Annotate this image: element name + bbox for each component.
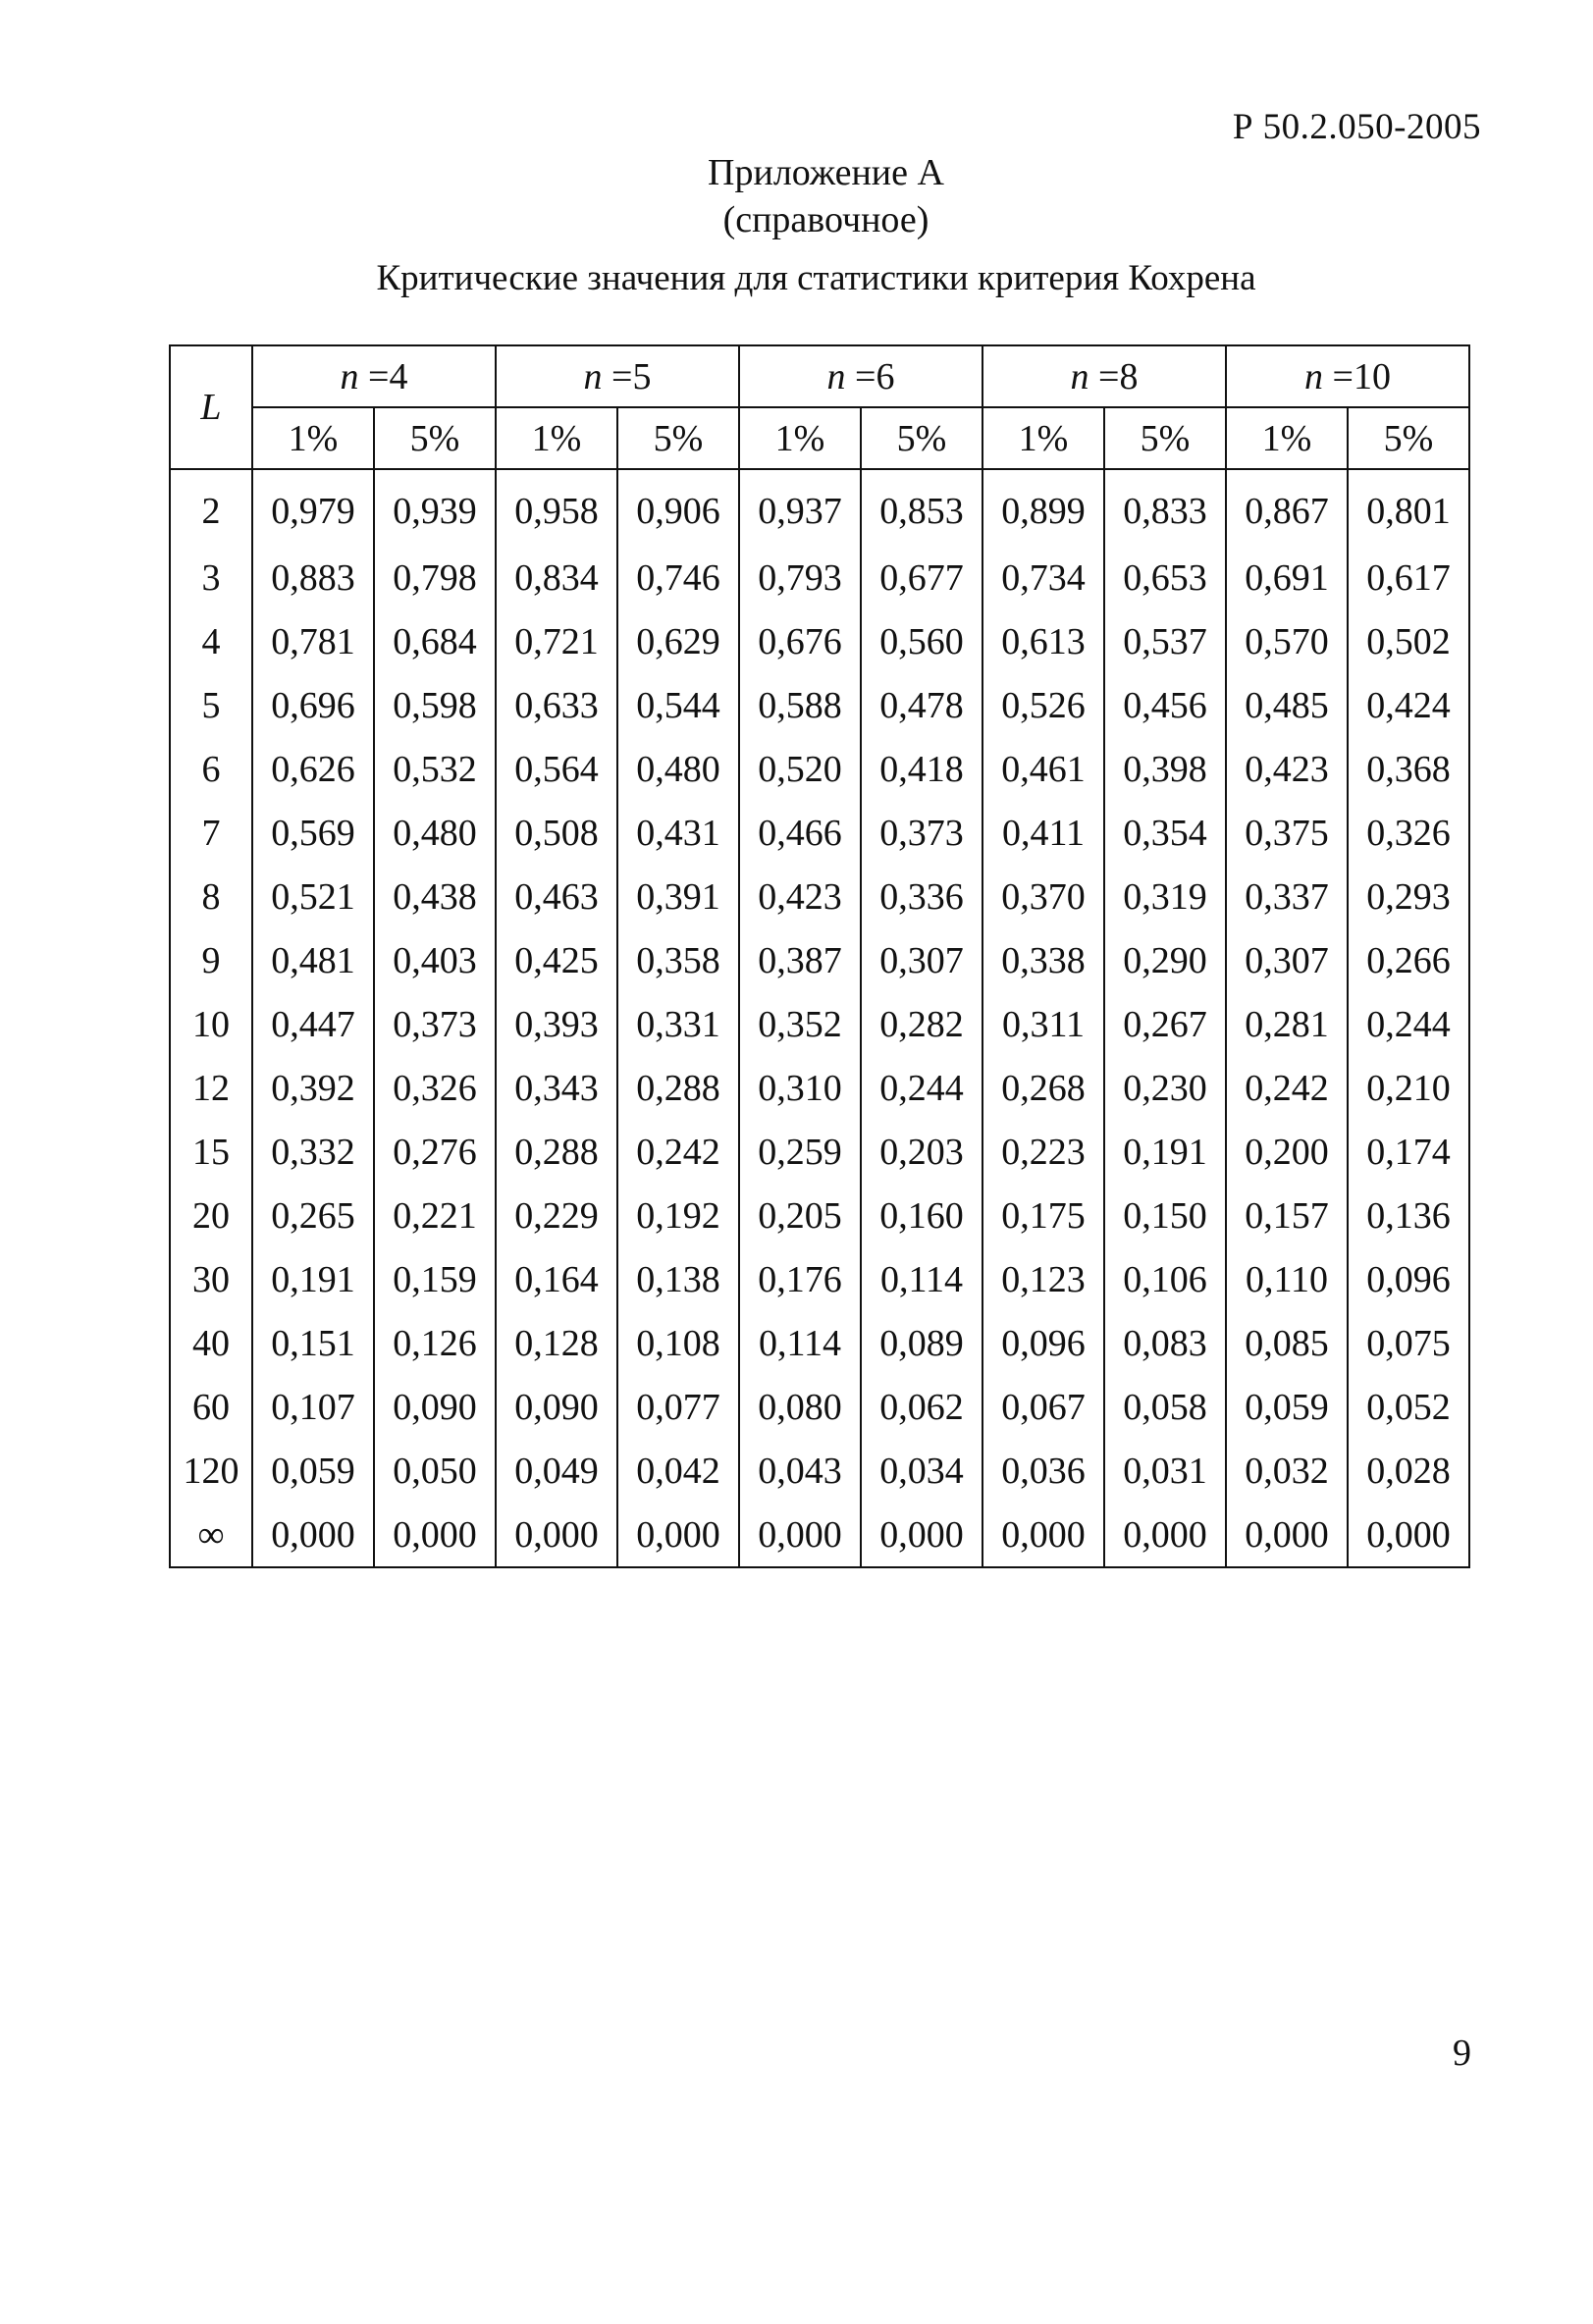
table-cell: 0,174: [1348, 1120, 1469, 1184]
table-cell: 0,192: [617, 1184, 739, 1247]
table-cell: 0,392: [252, 1056, 374, 1120]
table-cell: 0,387: [739, 928, 861, 992]
table-cell: 0,159: [374, 1247, 496, 1311]
table-cell: 0,370: [982, 865, 1104, 928]
row-label-l: ∞: [170, 1503, 252, 1567]
row-label-l: 20: [170, 1184, 252, 1247]
significance-header: 1%: [982, 407, 1104, 469]
table-cell: 0,164: [496, 1247, 617, 1311]
table-cell: 0,259: [739, 1120, 861, 1184]
table-cell: 0,310: [739, 1056, 861, 1120]
table-cell: 0,331: [617, 992, 739, 1056]
table-cell: 0,123: [982, 1247, 1104, 1311]
table-cell: 0,352: [739, 992, 861, 1056]
table-cell: 0,108: [617, 1311, 739, 1375]
row-label-l: 4: [170, 609, 252, 673]
table-cell: 0,793: [739, 546, 861, 609]
table-row: [170, 1375, 1469, 1439]
group-header: n =6: [739, 345, 982, 407]
table-cell: 0,049: [496, 1439, 617, 1503]
table-cell: 0,343: [496, 1056, 617, 1120]
table-cell: 0,032: [1226, 1439, 1348, 1503]
table-cell: 0,085: [1226, 1311, 1348, 1375]
table-cell: 0,398: [1104, 737, 1226, 801]
significance-header: 1%: [252, 407, 374, 469]
table-cell: 0,090: [496, 1375, 617, 1439]
table-cell: 0,939: [374, 469, 496, 546]
table-cell: 0,110: [1226, 1247, 1348, 1311]
table-cell: 0,028: [1348, 1439, 1469, 1503]
table-cell: 0,375: [1226, 801, 1348, 865]
table-cell: 0,000: [617, 1503, 739, 1567]
significance-header: 1%: [496, 407, 617, 469]
table-cell: 0,000: [1104, 1503, 1226, 1567]
table-cell: 0,480: [374, 801, 496, 865]
row-label-l: 15: [170, 1120, 252, 1184]
table-cell: 0,734: [982, 546, 1104, 609]
table-cell: 0,126: [374, 1311, 496, 1375]
table-cell: 0,336: [861, 865, 982, 928]
table-cell: 0,265: [252, 1184, 374, 1247]
table-cell: 0,000: [1348, 1503, 1469, 1567]
table-cell: 0,326: [374, 1056, 496, 1120]
table-cell: 0,463: [496, 865, 617, 928]
table-cell: 0,403: [374, 928, 496, 992]
table-cell: 0,191: [1104, 1120, 1226, 1184]
row-label-l: 40: [170, 1311, 252, 1375]
table-cell: 0,000: [1226, 1503, 1348, 1567]
table-cell: 0,083: [1104, 1311, 1226, 1375]
table-cell: 0,176: [739, 1247, 861, 1311]
table-cell: 0,833: [1104, 469, 1226, 546]
significance-header: 5%: [617, 407, 739, 469]
table-cell: 0,798: [374, 546, 496, 609]
table-row: [170, 992, 1469, 1056]
table-cell: 0,629: [617, 609, 739, 673]
table-cell: 0,200: [1226, 1120, 1348, 1184]
table-row: [170, 1503, 1469, 1567]
table-cell: 0,288: [496, 1120, 617, 1184]
table-cell: 0,229: [496, 1184, 617, 1247]
table-cell: 0,676: [739, 609, 861, 673]
table-cell: 0,293: [1348, 865, 1469, 928]
table-cell: 0,461: [982, 737, 1104, 801]
table-cell: 0,564: [496, 737, 617, 801]
table-cell: 0,031: [1104, 1439, 1226, 1503]
table-cell: 0,899: [982, 469, 1104, 546]
row-label-l: 7: [170, 801, 252, 865]
table-cell: 0,128: [496, 1311, 617, 1375]
table-cell: 0,307: [861, 928, 982, 992]
table-row: [170, 737, 1469, 801]
table-row: [170, 1056, 1469, 1120]
table-cell: 0,781: [252, 609, 374, 673]
table-cell: 0,052: [1348, 1375, 1469, 1439]
table-cell: 0,107: [252, 1375, 374, 1439]
table-cell: 0,653: [1104, 546, 1226, 609]
significance-header: 5%: [1348, 407, 1469, 469]
table-cell: 0,311: [982, 992, 1104, 1056]
table-cell: 0,834: [496, 546, 617, 609]
table-cell: 0,276: [374, 1120, 496, 1184]
table-row: [170, 469, 1469, 546]
row-label-l: 2: [170, 469, 252, 546]
table-cell: 0,633: [496, 673, 617, 737]
group-header: n =8: [982, 345, 1226, 407]
table-cell: 0,090: [374, 1375, 496, 1439]
annex-title: [0, 149, 1593, 243]
table-cell: 0,883: [252, 546, 374, 609]
table-row: [170, 1120, 1469, 1184]
row-label-l: 8: [170, 865, 252, 928]
table-cell: 0,059: [252, 1439, 374, 1503]
table-cell: 0,221: [374, 1184, 496, 1247]
table-cell: 0,598: [374, 673, 496, 737]
table-cell: 0,096: [1348, 1247, 1469, 1311]
table-cell: 0,203: [861, 1120, 982, 1184]
table-row: [170, 865, 1469, 928]
table-cell: 0,532: [374, 737, 496, 801]
table-cell: 0,242: [617, 1120, 739, 1184]
table-cell: 0,338: [982, 928, 1104, 992]
significance-header: 1%: [1226, 407, 1348, 469]
table-cell: 0,570: [1226, 609, 1348, 673]
table-cell: 0,438: [374, 865, 496, 928]
table-cell: 0,151: [252, 1311, 374, 1375]
table-cell: 0,746: [617, 546, 739, 609]
table-cell: 0,354: [1104, 801, 1226, 865]
table-cell: 0,801: [1348, 469, 1469, 546]
table-cell: 0,456: [1104, 673, 1226, 737]
table-caption: Критические значения для статистики критерия Кохрена: [376, 258, 1256, 298]
table-cell: 0,160: [861, 1184, 982, 1247]
table-cell: 0,077: [617, 1375, 739, 1439]
table-cell: 0,508: [496, 801, 617, 865]
row-label-l: 120: [170, 1439, 252, 1503]
table-row: [170, 928, 1469, 992]
table-cell: 0,684: [374, 609, 496, 673]
table-cell: 0,466: [739, 801, 861, 865]
table-cell: 0,210: [1348, 1056, 1469, 1120]
table-cell: 0,358: [617, 928, 739, 992]
header-row-groups: [170, 345, 1469, 407]
table-cell: 0,411: [982, 801, 1104, 865]
row-label-l: 60: [170, 1375, 252, 1439]
significance-header: 5%: [374, 407, 496, 469]
table-cell: 0,223: [982, 1120, 1104, 1184]
table-row: [170, 673, 1469, 737]
table-cell: 0,481: [252, 928, 374, 992]
table-cell: 0,067: [982, 1375, 1104, 1439]
table-cell: 0,000: [496, 1503, 617, 1567]
document-code: Р 50.2.050-2005: [1232, 107, 1481, 147]
row-label-l: 10: [170, 992, 252, 1056]
table-cell: 0,266: [1348, 928, 1469, 992]
table-cell: 0,089: [861, 1311, 982, 1375]
table-cell: 0,979: [252, 469, 374, 546]
table-cell: 0,059: [1226, 1375, 1348, 1439]
table-row: [170, 1439, 1469, 1503]
table-cell: 0,613: [982, 609, 1104, 673]
table-cell: 0,307: [1226, 928, 1348, 992]
table-cell: 0,853: [861, 469, 982, 546]
table-cell: 0,337: [1226, 865, 1348, 928]
table-cell: 0,319: [1104, 865, 1226, 928]
header-row-significance: [170, 407, 1469, 469]
table-row: [170, 1311, 1469, 1375]
table-cell: 0,036: [982, 1439, 1104, 1503]
group-header: n =5: [496, 345, 739, 407]
table-cell: 0,431: [617, 801, 739, 865]
table-cell: 0,175: [982, 1184, 1104, 1247]
table-cell: 0,544: [617, 673, 739, 737]
table-cell: 0,205: [739, 1184, 861, 1247]
table-cell: 0,569: [252, 801, 374, 865]
table-cell: 0,282: [861, 992, 982, 1056]
table-cell: 0,042: [617, 1439, 739, 1503]
table-cell: 0,958: [496, 469, 617, 546]
table-cell: 0,058: [1104, 1375, 1226, 1439]
table-cell: 0,242: [1226, 1056, 1348, 1120]
table-cell: 0,138: [617, 1247, 739, 1311]
row-label-l: 3: [170, 546, 252, 609]
table-cell: 0,588: [739, 673, 861, 737]
table-cell: 0,050: [374, 1439, 496, 1503]
table-cell: 0,268: [982, 1056, 1104, 1120]
table-row: [170, 1247, 1469, 1311]
table-cell: 0,062: [861, 1375, 982, 1439]
table-cell: 0,691: [1226, 546, 1348, 609]
table-cell: 0,424: [1348, 673, 1469, 737]
row-label-l: 5: [170, 673, 252, 737]
table-cell: 0,502: [1348, 609, 1469, 673]
table-cell: 0,000: [739, 1503, 861, 1567]
table-cell: 0,485: [1226, 673, 1348, 737]
table-cell: 0,290: [1104, 928, 1226, 992]
table-cell: 0,332: [252, 1120, 374, 1184]
annex-title-line2: (справочное): [722, 199, 929, 240]
table-cell: 0,423: [739, 865, 861, 928]
table-cell: 0,244: [1348, 992, 1469, 1056]
table-cell: 0,000: [374, 1503, 496, 1567]
group-header: n =10: [1226, 345, 1469, 407]
table-cell: 0,906: [617, 469, 739, 546]
table-cell: 0,867: [1226, 469, 1348, 546]
table-row: [170, 1184, 1469, 1247]
table-cell: 0,230: [1104, 1056, 1226, 1120]
table-cell: 0,721: [496, 609, 617, 673]
table-cell: 0,373: [861, 801, 982, 865]
table-cell: 0,114: [861, 1247, 982, 1311]
table-cell: 0,034: [861, 1439, 982, 1503]
row-label-l: 9: [170, 928, 252, 992]
table-cell: 0,537: [1104, 609, 1226, 673]
table-cell: 0,288: [617, 1056, 739, 1120]
cochran-critical-values-table: [169, 344, 1470, 1568]
significance-header: 5%: [861, 407, 982, 469]
table-cell: 0,393: [496, 992, 617, 1056]
row-header-l: L: [170, 345, 252, 469]
table-cell: 0,267: [1104, 992, 1226, 1056]
table-cell: 0,617: [1348, 546, 1469, 609]
table-cell: 0,560: [861, 609, 982, 673]
table-cell: 0,423: [1226, 737, 1348, 801]
table-cell: 0,244: [861, 1056, 982, 1120]
group-header: n =4: [252, 345, 496, 407]
table-cell: 0,114: [739, 1311, 861, 1375]
row-label-l: 30: [170, 1247, 252, 1311]
table-cell: 0,425: [496, 928, 617, 992]
table-cell: 0,696: [252, 673, 374, 737]
table-cell: 0,157: [1226, 1184, 1348, 1247]
table-cell: 0,096: [982, 1311, 1104, 1375]
table-cell: 0,391: [617, 865, 739, 928]
table-cell: 0,136: [1348, 1184, 1469, 1247]
table-cell: 0,150: [1104, 1184, 1226, 1247]
table-cell: 0,521: [252, 865, 374, 928]
table-cell: 0,000: [252, 1503, 374, 1567]
table-row: [170, 801, 1469, 865]
table-cell: 0,418: [861, 737, 982, 801]
row-label-l: 6: [170, 737, 252, 801]
table-cell: 0,677: [861, 546, 982, 609]
annex-title-line1: Приложение А: [708, 152, 944, 193]
cochran-table-container: [169, 344, 1470, 1568]
table-row: [170, 609, 1469, 673]
table-cell: 0,000: [861, 1503, 982, 1567]
table-body: [170, 469, 1469, 1567]
table-cell: 0,368: [1348, 737, 1469, 801]
significance-header: 5%: [1104, 407, 1226, 469]
page-number: 9: [1453, 2033, 1471, 2074]
table-cell: 0,447: [252, 992, 374, 1056]
table-cell: 0,043: [739, 1439, 861, 1503]
table-cell: 0,000: [982, 1503, 1104, 1567]
table-cell: 0,326: [1348, 801, 1469, 865]
table-cell: 0,478: [861, 673, 982, 737]
table-cell: 0,520: [739, 737, 861, 801]
table-cell: 0,626: [252, 737, 374, 801]
table-cell: 0,281: [1226, 992, 1348, 1056]
table-cell: 0,080: [739, 1375, 861, 1439]
table-cell: 0,526: [982, 673, 1104, 737]
row-label-l: 12: [170, 1056, 252, 1120]
table-row: [170, 546, 1469, 609]
table-cell: 0,937: [739, 469, 861, 546]
table-cell: 0,191: [252, 1247, 374, 1311]
table-cell: 0,373: [374, 992, 496, 1056]
table-cell: 0,075: [1348, 1311, 1469, 1375]
table-cell: 0,106: [1104, 1247, 1226, 1311]
significance-header: 1%: [739, 407, 861, 469]
table-cell: 0,480: [617, 737, 739, 801]
